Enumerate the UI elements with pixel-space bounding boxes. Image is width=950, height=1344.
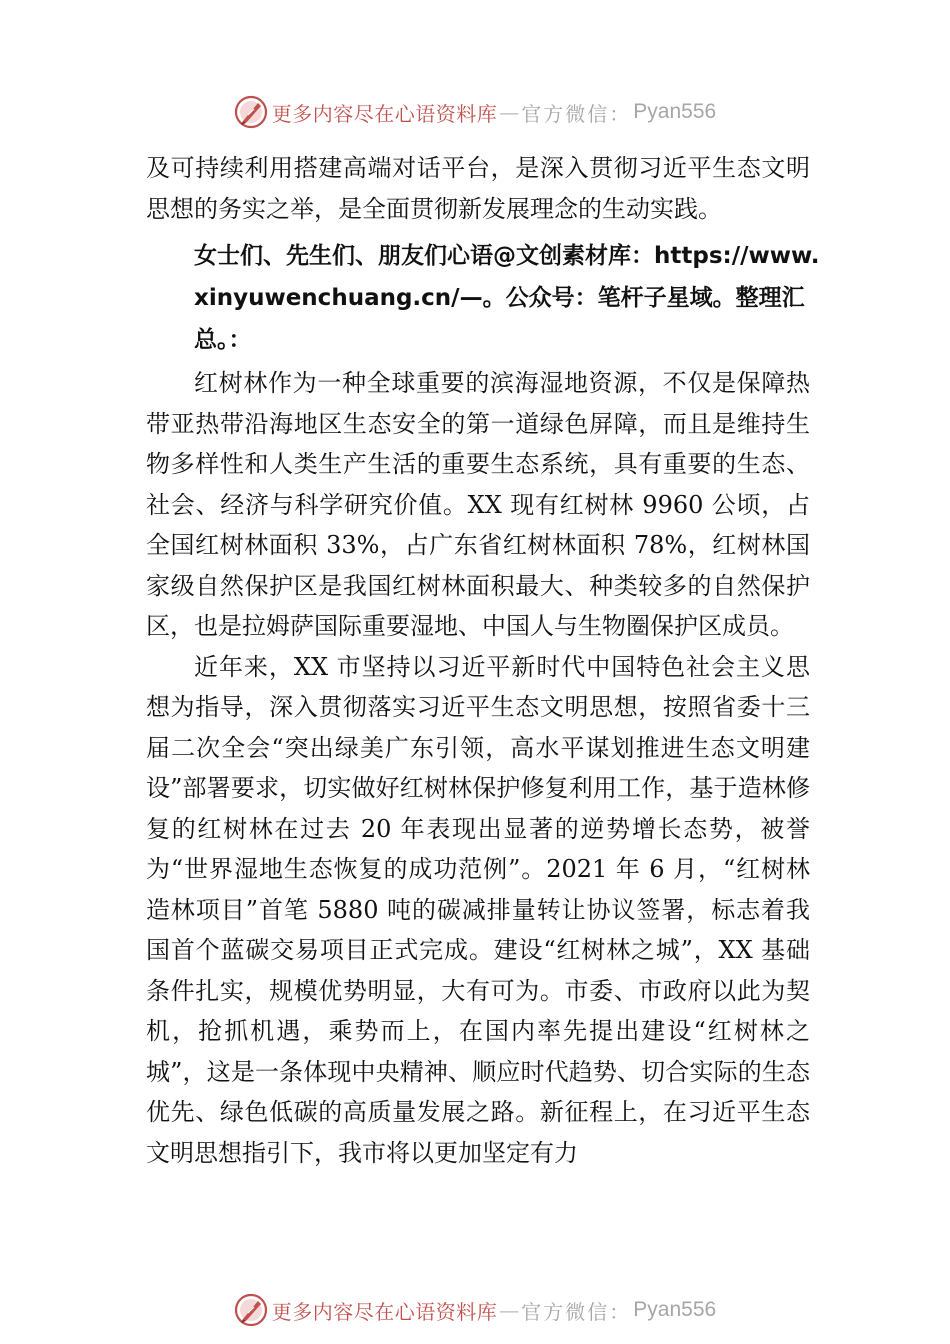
header-brand-text: 更多内容尽在心语资料库 bbox=[271, 101, 498, 126]
paragraph-mangrove-intro: 红树林作为一种全球重要的滨海湿地资源，不仅是保障热带亚热带沿海地区生态安全的第一道绿色屏障，而且是维持生物多样性和人类生产生活的重要生态系统，具有重要的生态、社会、经济与科学研究价值。XX 现有红树林 9960 公顷，占全国红树林面积 33%，占广东省红树林面积 78%，红树林国家级自然保护区是我国红树林面积最大、种类较多的自然保护区，也是拉姆萨国际重要湿地、中国人与生物圈保护区成员。 bbox=[146, 369, 810, 640]
paragraph-continuation: 及可持续利用搭建高端对话平台，是深入贯彻习近平生态文明思想的务实之举，是全面贯彻新发展理念的生动实践。 bbox=[146, 154, 810, 223]
footer-watermark bbox=[0, 1290, 950, 1330]
header-wechat-id: Pyan556 bbox=[633, 100, 717, 123]
footer-wechat-id: Pyan556 bbox=[633, 1298, 717, 1321]
footer-brand-text: 更多内容尽在心语资料库 bbox=[271, 1299, 498, 1324]
quill-pen-logo-icon bbox=[234, 1293, 268, 1327]
header-dash: — bbox=[499, 100, 520, 124]
header-wechat-label: 官方微信： bbox=[521, 101, 632, 126]
paragraph-recent-years: 近年来，XX 市坚持以习近平新时代中国特色社会主义思想为指导，深入贯彻落实习近平生态文明思想，按照省委十三届二次全会“突出绿美广东引领，高水平谋划推进生态文明建设”部署要求，切实做好红树林保护修复利用工作，基于造林修复的红树林在过去 20 年表现出显著的逆势增长态势，被誉为“世界湿地生态恢复的成功范例”。2021 年 6 月，“红树林造林项目”首笔 5880 吨的碳减排量转让协议签署，标志着我国首个蓝碳交易项目正式完成。建设“红树林之城”，XX 基础条件扎实，规模优势明显，大有可为。市委、市政府以此为契机，抢抓机遇，乘势而上，在国内率先提出建设“红树林之城”，这是一条体现中央精神、顺应时代趋势、切合实际的生态优先、绿色低碳的高质量发展之路。新征程上，在习近平生态文明思想指引下，我市将以更加坚定有力 bbox=[146, 652, 810, 1167]
header-watermark bbox=[0, 92, 950, 132]
footer-wechat-label: 官方微信： bbox=[521, 1299, 632, 1324]
footer-dash: — bbox=[499, 1298, 520, 1322]
quill-pen-logo-icon bbox=[234, 95, 268, 129]
document-body bbox=[146, 148, 820, 1173]
paragraph-greeting-bold: 女士们、先生们、朋友们心语@文创素材库：https://www.xinyuwenchuang.cn/—。公众号：笔杆子星域。整理汇总。： bbox=[194, 243, 820, 353]
